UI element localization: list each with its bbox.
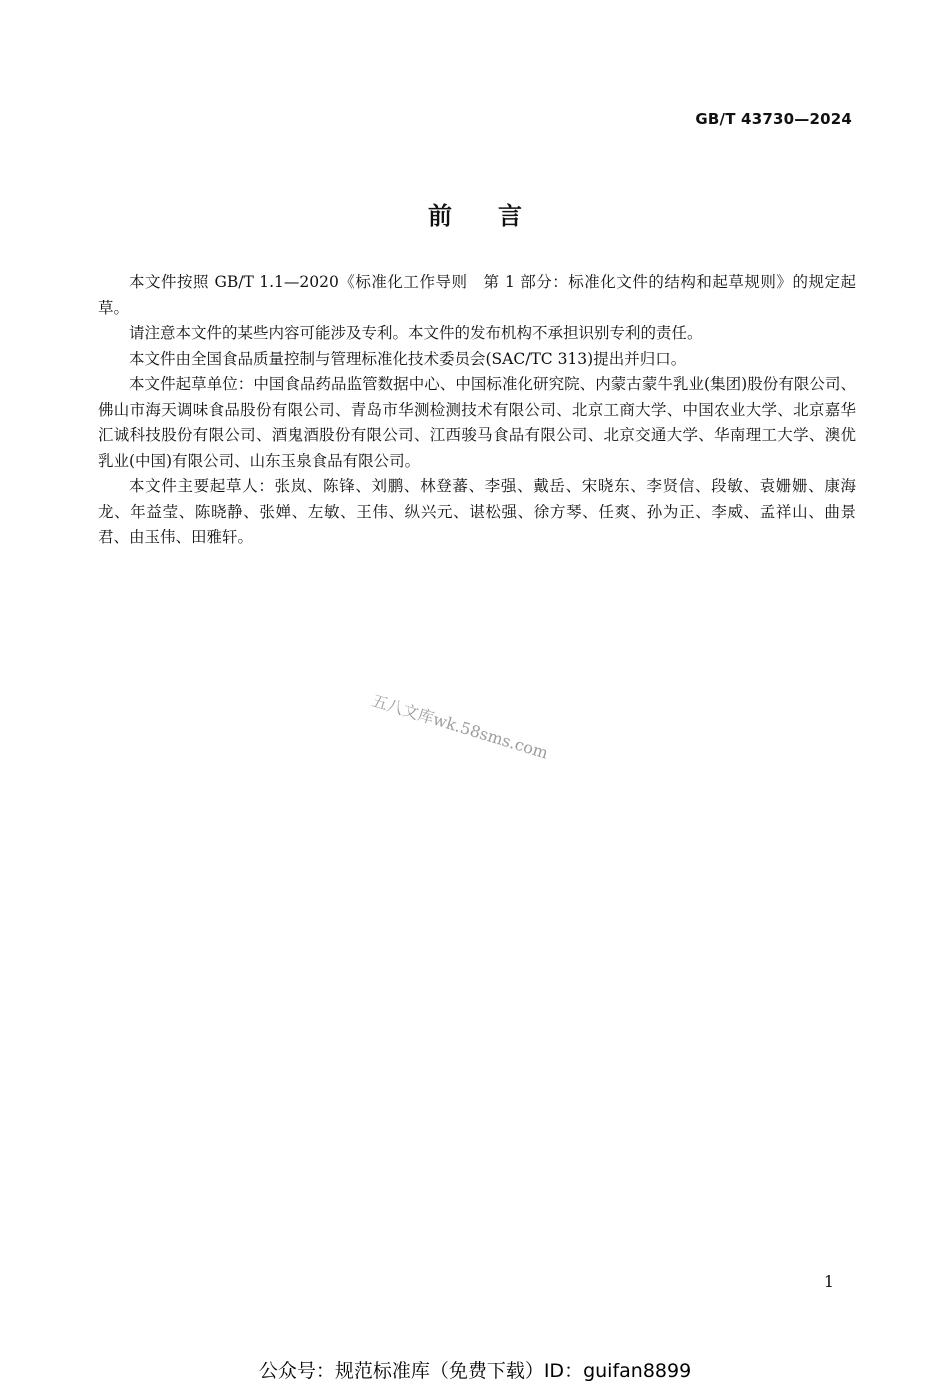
- paragraph-committee: 本文件由全国食品质量控制与管理标准化技术委员会(SAC/TC 313)提出并归口。: [129, 349, 687, 368]
- paragraph-patent-notice: 请注意本文件的某些内容可能涉及专利。本文件的发布机构不承担识别专利的责任。: [129, 324, 703, 342]
- paragraph-drafting-units: 本文件起草单位：中国食品药品监管数据中心、中国标准化研究院、内蒙古蒙牛乳业(集团)股份有限公司、佛山市海天调味食品股份有限公司、青岛市华测检测技术有限公司、北京工商大学、中国农业大学、北京嘉华汇诚科技股份有限公司、酒鬼酒股份有限公司、江西骏马食品有限公司、北京交通大学、华南理工大学、澳优乳业(中国)有限公司、山东玉泉食品有限公司。: [98, 375, 856, 470]
- footer-note: 公众号：规范标准库（免费下载）ID：guifan8899: [258, 1360, 692, 1382]
- watermark-text: 五八文库wk.58sms.com: [369, 690, 551, 763]
- paragraph-drafting-rules: 本文件按照 GB/T 1.1—2020《标准化工作导则 第 1 部分：标准化文件的结构和起草规则》的规定起草。: [98, 273, 856, 317]
- page-title: 前言: [428, 202, 568, 230]
- standard-code: GB/T 43730—2024: [695, 110, 852, 128]
- foreword-body: [98, 270, 856, 551]
- paragraph-drafters: 本文件主要起草人：张岚、陈锋、刘鹏、林登蕃、李强、戴岳、宋晓东、李贤信、段敏、袁姗姗、康海龙、年益莹、陈晓静、张婵、左敏、王伟、纵兴元、谌松强、徐方琴、任爽、孙为正、李威、孟祥山、曲景君、由玉伟、田雅轩。: [98, 477, 856, 546]
- page-number: 1: [823, 1272, 834, 1291]
